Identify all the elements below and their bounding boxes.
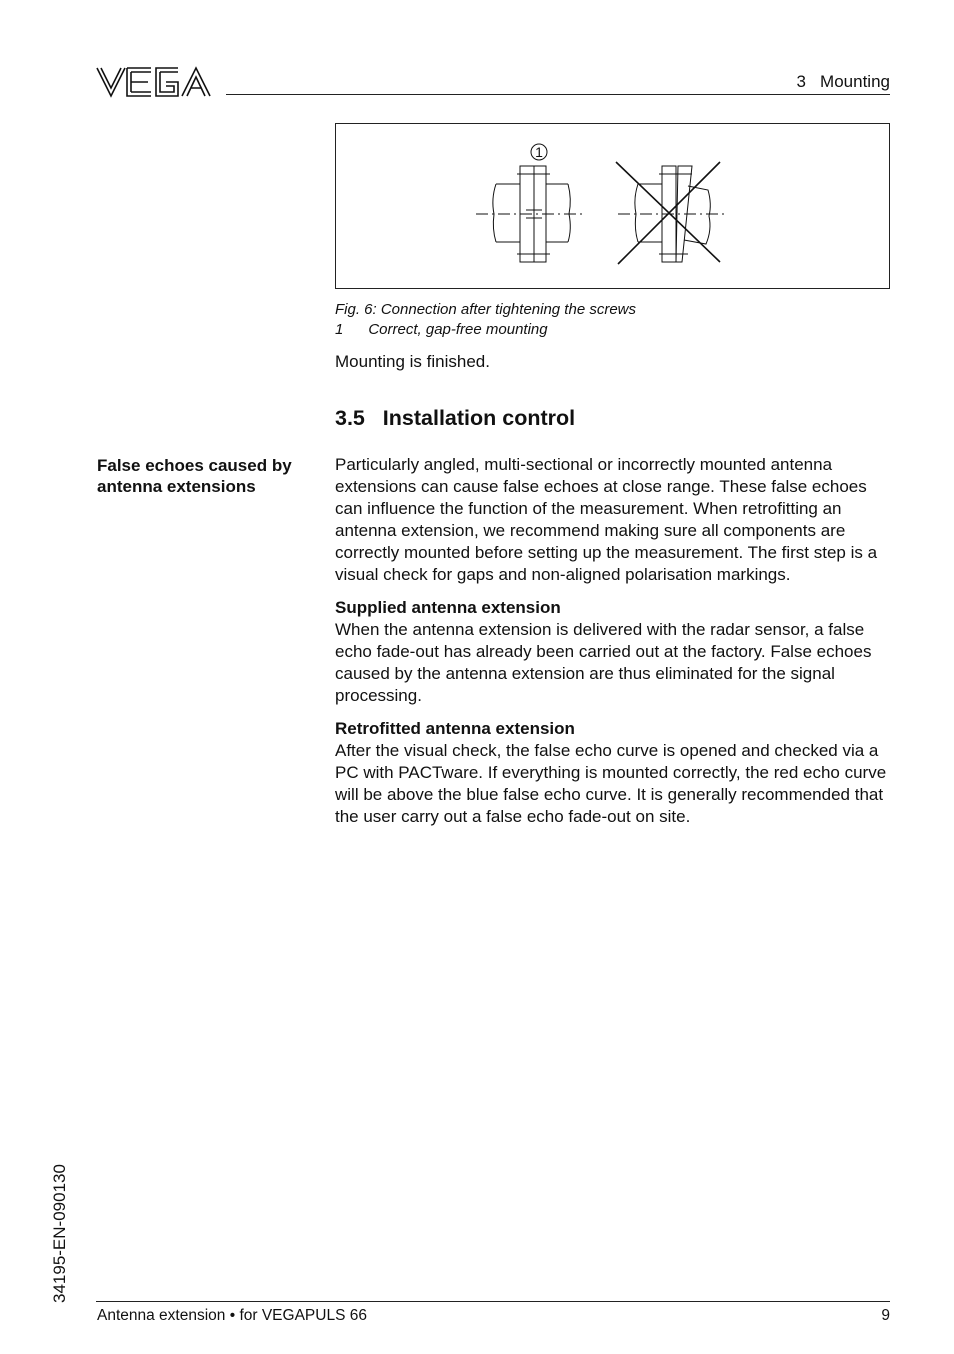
flange-diagram: [336, 124, 889, 288]
document-code: 34195-EN-090130: [50, 1164, 69, 1303]
paragraph-finished: Mounting is finished.: [335, 352, 490, 371]
retrofitted-text: After the visual check, the false echo curve is opened and checked via a PC with PACTware. If everything is mounted correctly, the red echo curve will be above the blue false echo curve. It is generally recommended that the user carry out a false echo fade-out on site.: [335, 740, 887, 826]
retrofitted-block: [335, 718, 895, 828]
margin-note: False echoes caused by antenna extensions: [97, 456, 292, 496]
supplied-text: When the antenna extension is delivered with the radar sensor, a false echo fade-out has already been carried out at the factory. False echoes caused by the antenna extension are thus eliminated for the signal processing.: [335, 619, 872, 705]
supplied-block: [335, 597, 895, 707]
figure-legend: 1 Correct, gap-free mounting: [335, 321, 548, 338]
footer-rule: [96, 1301, 890, 1302]
figure-marker: 1: [535, 144, 543, 160]
page-number: 9: [881, 1307, 890, 1324]
retrofitted-heading: Retrofitted antenna extension: [335, 719, 575, 738]
figure-caption: Fig. 6: Connection after tightening the screws: [335, 301, 636, 318]
footer-text: Antenna extension • for VEGAPULS 66: [97, 1307, 367, 1324]
vega-logo: [96, 66, 214, 98]
section-label: 3 Mounting: [796, 72, 890, 91]
paragraph-intro: Particularly angled, multi-sectional or incorrectly mounted antenna extensions can cause false echoes at close range. These false echoes can influence the function of the measurement. When retrofitting an antenna extension, we recommend making sure all components are correctly mounted before setting up the measurement. The first step is a visual check for gaps and non-aligned polarisation markings.: [335, 455, 878, 584]
logo-text: VEGA: [156, 86, 159, 87]
header-rule: [226, 94, 890, 95]
section-heading: 3.5 Installation control: [335, 406, 576, 430]
figure-box: [335, 123, 890, 289]
supplied-heading: Supplied antenna extension: [335, 598, 561, 617]
